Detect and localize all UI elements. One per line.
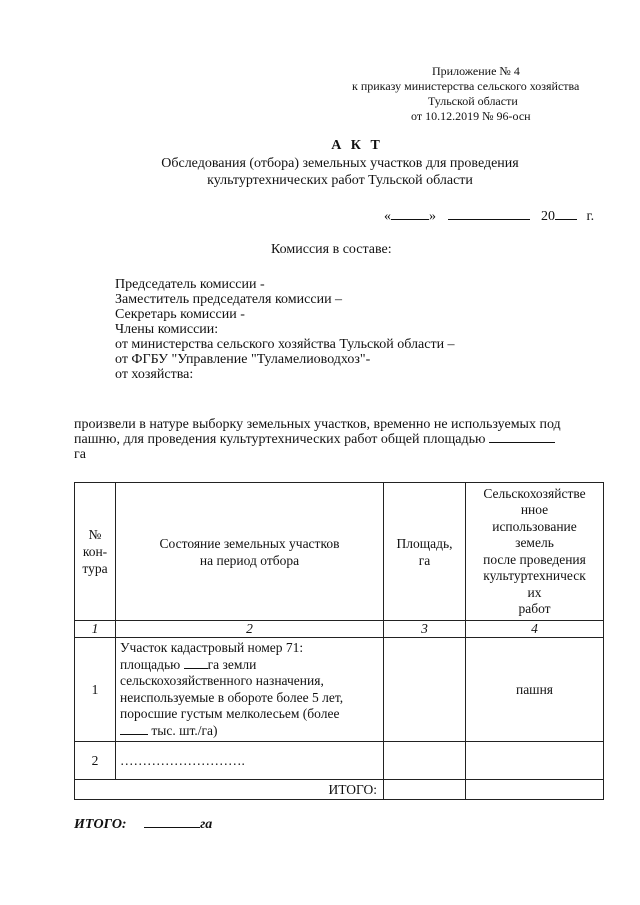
appendix-block — [352, 64, 612, 124]
row-1-desc-line-1: Участок кадастровый номер 71: — [120, 640, 304, 655]
header-contour-line-3: тура — [82, 561, 108, 576]
date-line — [384, 209, 594, 224]
date-close-quote: » — [429, 209, 436, 224]
appendix-line-2: к приказу министерства сельского хозяйства — [352, 79, 580, 93]
row-1-desc-line-4: неиспользуемые в обороте более 5 лет, — [120, 689, 344, 705]
document-subtitle-2: культуртехнических работ Тульской области — [207, 173, 473, 188]
row-1-land-use: пашня — [466, 638, 604, 742]
header-area-line-1: Площадь, — [396, 535, 453, 551]
header-land-use-line-5: после проведения — [483, 551, 586, 567]
member-secretary: Секретарь комиссии - — [115, 307, 245, 322]
row-1-desc-line-2a: площадью — [120, 656, 181, 672]
paragraph-line-2-row — [74, 432, 614, 447]
member-ministry: от министерства сельского хозяйства Тульской области – — [115, 337, 455, 352]
row-1-description — [116, 638, 384, 742]
row-2-area[interactable] — [384, 742, 466, 780]
header-plot-state — [116, 483, 384, 621]
header-land-use — [466, 483, 604, 621]
header-land-use-line-4: земель — [515, 535, 554, 550]
numbering-col-2: 2 — [116, 621, 384, 638]
date-year-suffix: г. — [586, 209, 595, 224]
appendix-line-3: Тульской области — [428, 94, 518, 108]
row-1-number: 1 — [75, 638, 116, 742]
document-subtitle-1: Обследования (отбора) земельных участков для проведения — [161, 156, 519, 171]
commission-heading: Комиссия в составе: — [271, 242, 392, 257]
date-year-blank[interactable] — [555, 219, 577, 220]
row-1-area[interactable] — [384, 638, 466, 742]
total-area[interactable] — [384, 780, 466, 800]
header-land-use-line-7: их — [527, 584, 542, 600]
header-contour-line-2: кон- — [82, 544, 108, 559]
header-land-use-line-6: культуртехническ — [483, 568, 586, 583]
header-contour-line-1: № — [88, 527, 102, 542]
header-land-use-line-2: нное — [520, 502, 549, 517]
plot-area-blank[interactable] — [184, 668, 208, 669]
bottom-total-unit: га — [200, 817, 213, 832]
table-numbering-row — [75, 621, 604, 638]
table-row — [75, 742, 604, 780]
numbering-col-4: 4 — [466, 621, 604, 638]
row-1-desc-line-2b: га земли — [207, 656, 257, 672]
table-header-row — [75, 483, 604, 621]
total-label: ИТОГО: — [116, 780, 384, 800]
header-plot-state-line-1: Состояние земельных участков — [159, 535, 340, 551]
table-row — [75, 638, 604, 742]
member-members: Члены комиссии: — [115, 322, 219, 337]
total-empty-cell — [75, 780, 116, 800]
row-1-desc-line-3: сельскохозяйственного назначения, — [120, 673, 324, 688]
member-fgbu: от ФГБУ "Управление "Туламелиоводхоз"- — [115, 352, 371, 367]
member-chairman: Председатель комиссии - — [115, 277, 265, 292]
bottom-total-label: ИТОГО: — [74, 817, 127, 832]
row-2-description: ………………………. — [116, 742, 384, 780]
date-month-blank[interactable] — [448, 219, 530, 220]
total-land-use[interactable] — [466, 780, 604, 800]
header-area-line-2: га — [418, 552, 431, 568]
paragraph-line-1: произвели в натуре выборку земельных участков, временно не используемых под — [74, 417, 561, 432]
bottom-total-blank[interactable] — [144, 827, 200, 828]
header-land-use-line-8: работ — [518, 601, 551, 616]
row-1-desc-line-2 — [120, 657, 383, 674]
header-land-use-line-3: использование — [492, 518, 577, 534]
header-contour-number — [75, 483, 116, 621]
row-1-desc-line-6 — [120, 723, 383, 740]
bottom-total — [74, 817, 212, 833]
row-2-number: 2 — [75, 742, 116, 780]
date-open-quote: « — [384, 209, 391, 224]
intro-paragraph — [74, 417, 614, 462]
trees-count-blank[interactable] — [120, 734, 148, 735]
area-blank[interactable] — [489, 442, 555, 443]
appendix-line-4: от 10.12.2019 № 96-осн — [411, 109, 531, 123]
numbering-col-3: 3 — [384, 621, 466, 638]
header-plot-state-line-2: на период отбора — [199, 552, 300, 568]
row-1-desc-line-6-text: тыс. шт./га) — [151, 722, 218, 738]
header-land-use-line-1: Сельскохозяйстве — [483, 485, 586, 501]
row-2-land-use[interactable] — [466, 742, 604, 780]
member-farm: от хозяйства: — [115, 367, 194, 382]
header-area — [384, 483, 466, 621]
appendix-line-1: Приложение № 4 — [432, 64, 520, 78]
numbering-col-1: 1 — [75, 621, 116, 638]
members-list — [115, 277, 455, 382]
table-total-row — [75, 780, 604, 800]
row-1-desc-line-5: поросшие густым мелколесьем (более — [120, 706, 340, 721]
paragraph-line-2: пашню, для проведения культуртехнических работ общей площадью — [74, 432, 486, 447]
plots-table — [74, 482, 604, 800]
date-day-blank[interactable] — [391, 219, 429, 220]
paragraph-line-3: га — [74, 447, 86, 462]
date-year-prefix: 20 — [541, 209, 555, 224]
member-deputy: Заместитель председателя комиссии – — [115, 292, 343, 307]
document-title: А К Т — [331, 138, 383, 153]
